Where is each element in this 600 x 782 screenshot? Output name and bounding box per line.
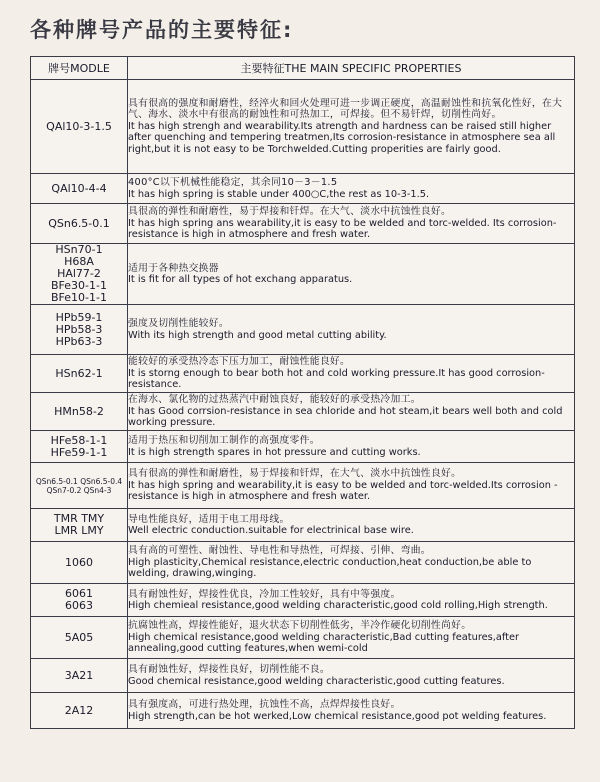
properties-cell bbox=[128, 659, 575, 693]
model-code: QAl10-4-4 bbox=[51, 181, 107, 195]
properties-cell bbox=[128, 463, 575, 509]
properties-cell bbox=[128, 584, 575, 617]
model-code: BFe30-1-1 bbox=[51, 279, 107, 292]
property-english: With its high strength and good metal cutting ability. bbox=[128, 329, 387, 341]
property-chinese: 具有高的可塑性、耐蚀性、导电性和导热性，可焊接、引伸、弯曲。 bbox=[128, 545, 431, 557]
property-english: It has high spring and wearability,it is easy to be welded and torc-welded.Its corrosion -resistance is high in atmosphere and fresh water. bbox=[128, 479, 558, 503]
property-chinese: 具有很高的弹性和耐磨性，易于焊接和钎焊，在大气、淡水中抗蚀性良好。 bbox=[128, 468, 462, 480]
model-code: BFe10-1-1 bbox=[51, 291, 107, 304]
property-english: Well electric conduction.suitable for electrinical base wire. bbox=[128, 525, 414, 536]
model-code: QAl10-3-1.5 bbox=[46, 119, 112, 133]
property-english: It has high spring is stable under 400○C,the rest as 10-3-1.5. bbox=[128, 188, 430, 200]
property-english: High chemical resistance,good welding characteristic,Bad cutting features,after annealing,good cutting features,when wemi-cold bbox=[128, 631, 520, 655]
properties-cell bbox=[128, 542, 575, 584]
table-row bbox=[31, 617, 575, 659]
model-code: QSn7-0.2 QSn4-3 bbox=[46, 485, 112, 495]
model-code: HPb58-3 bbox=[55, 322, 103, 336]
model-code: 6063 bbox=[65, 599, 93, 612]
model-code: HAl77-2 bbox=[57, 267, 101, 280]
property-chinese: 具有耐蚀性好，焊接性良好，切削性能不良。 bbox=[128, 664, 330, 675]
model-cell bbox=[31, 305, 128, 355]
model-cell bbox=[31, 509, 128, 542]
model-code: HPb59-1 bbox=[55, 310, 103, 324]
table-row bbox=[31, 244, 575, 305]
property-chinese: 400°C以下机械性能稳定，其余同10－3－1.5 bbox=[128, 177, 338, 188]
property-chinese: 强度及切削性能较好。 bbox=[128, 318, 229, 329]
header-properties: 主要特征THE MAIN SPECIFIC PROPERTIES bbox=[128, 57, 575, 80]
model-cell bbox=[31, 659, 128, 693]
property-chinese: 具有强度高，可进行热处理，抗蚀性不高，点焊焊接性良好。 bbox=[128, 699, 401, 710]
model-code: HMn58-2 bbox=[54, 404, 104, 418]
property-chinese: 适用于热压和切削加工制作的高强度零件。 bbox=[128, 435, 320, 446]
property-chinese: 导电性能良好，适用于电工用母线。 bbox=[128, 513, 290, 525]
model-code: H68A bbox=[64, 255, 94, 268]
table-row bbox=[31, 80, 575, 174]
model-code: 3A21 bbox=[64, 668, 94, 682]
properties-cell bbox=[128, 509, 575, 542]
table-row bbox=[31, 355, 575, 393]
model-cell bbox=[31, 80, 128, 174]
table-row bbox=[31, 393, 575, 431]
model-code: TMR TMY bbox=[53, 512, 105, 525]
table-row bbox=[31, 659, 575, 693]
properties-cell bbox=[128, 393, 575, 431]
table-row bbox=[31, 693, 575, 729]
table-row bbox=[31, 305, 575, 355]
property-chinese: 能较好的承受热冷态下压力加工，耐蚀性能良好。 bbox=[128, 356, 351, 368]
table-row bbox=[31, 463, 575, 509]
property-chinese: 具很高的弹性和耐磨性，易于焊接和钎焊。在大气、淡水中抗蚀性良好。 bbox=[128, 206, 452, 218]
table-row bbox=[31, 542, 575, 584]
model-cell bbox=[31, 174, 128, 204]
model-code: HSn62-1 bbox=[55, 366, 103, 380]
properties-cell bbox=[128, 431, 575, 463]
properties-cell bbox=[128, 204, 575, 244]
page-title: 各种牌号产品的主要特征: bbox=[30, 18, 294, 42]
property-chinese: 适用于各种热交换器 bbox=[128, 262, 219, 274]
property-chinese: 具有耐蚀性好，焊接性优良，冷加工性较好，具有中等强度。 bbox=[128, 588, 401, 600]
property-english: Good chemical resistance,good welding characteristic,good cutting features. bbox=[128, 675, 505, 687]
property-english: High strength,can be hot werked,Low chemical resistance,good pot welding features. bbox=[128, 710, 547, 722]
properties-cell bbox=[128, 693, 575, 729]
table-row bbox=[31, 204, 575, 244]
property-english: It has high strengh and wearability.Its atrength and hardness can be raised still higher after quenching and tempering treatmen,Its corrosion-resistance in atmosphere sea all right,but it is not easy to be Torchwelded.Cutting properities are fairly good. bbox=[128, 120, 556, 155]
model-code: QSn6.5-0.1 bbox=[48, 216, 110, 230]
table-header-row bbox=[31, 57, 575, 80]
model-code: 6061 bbox=[65, 587, 93, 600]
model-code: HPb63-3 bbox=[55, 334, 103, 348]
properties-cell bbox=[128, 244, 575, 305]
header-model: 牌号MODLE bbox=[31, 57, 128, 80]
model-cell bbox=[31, 584, 128, 617]
properties-cell bbox=[128, 355, 575, 393]
model-cell bbox=[31, 542, 128, 584]
properties-cell bbox=[128, 80, 575, 174]
model-code: HFe59-1-1 bbox=[50, 445, 108, 459]
model-code: 1060 bbox=[65, 555, 93, 569]
model-cell bbox=[31, 463, 128, 509]
property-chinese: 在海水、氯化物的过热蒸汽中耐蚀良好，能较好的承受热冷加工。 bbox=[128, 394, 421, 406]
model-cell bbox=[31, 617, 128, 659]
model-cell bbox=[31, 393, 128, 431]
property-english: It has high spring ans wearability,it is easy to be welded and torc-welded. Its corrosion-resistance is high in atmosphere and fresh water. bbox=[128, 217, 557, 241]
model-code: LMR LMY bbox=[54, 524, 104, 537]
properties-cell bbox=[128, 174, 575, 204]
properties-cell bbox=[128, 617, 575, 659]
property-english: It is storng enough to bear both hot and cold working pressure.It has good corrosion-resistance. bbox=[128, 367, 545, 391]
table-row bbox=[31, 584, 575, 617]
property-english: High plasticity,Chemical resistance,electric conduction,heat conduction,be able to welding, drawing,winging. bbox=[128, 556, 532, 580]
property-chinese: 抗腐蚀性高，焊接性能好，退火状态下切削性低劣，半冷作硬化切削性尚好。 bbox=[128, 620, 472, 632]
model-code: HFe58-1-1 bbox=[50, 433, 108, 447]
property-english: High chemieal resistance,good welding characteristic,good cold rolling,High strength. bbox=[128, 600, 548, 611]
table-row bbox=[31, 509, 575, 542]
model-cell bbox=[31, 244, 128, 305]
model-cell bbox=[31, 693, 128, 729]
model-cell bbox=[31, 431, 128, 463]
model-code: 2A12 bbox=[64, 703, 94, 717]
properties-cell bbox=[128, 305, 575, 355]
model-cell bbox=[31, 355, 128, 393]
model-code: 5A05 bbox=[64, 630, 94, 644]
property-english: It is high strength spares in hot pressure and cutting works. bbox=[128, 446, 421, 458]
table-row bbox=[31, 431, 575, 463]
property-english: It is fit for all types of hot exchang apparatus. bbox=[128, 274, 353, 285]
model-cell bbox=[31, 204, 128, 244]
property-english: It has Good corrsion-resistance in sea chloride and hot steam,it bears well both and cold working pressure. bbox=[128, 405, 563, 429]
property-chinese: 具有很高的强度和耐磨性，经淬火和回火处理可进一步调正硬度，高温耐蚀性和抗氧化性好，在大气、海水、淡水中有很高的耐蚀性和可热加工，可焊接。但不易钎焊，切削性尚好。 bbox=[128, 97, 563, 121]
properties-table bbox=[30, 56, 575, 729]
table-row bbox=[31, 174, 575, 204]
model-code: QSn6.5-0.1 QSn6.5-0.4 bbox=[35, 476, 123, 486]
model-code: HSn70-1 bbox=[55, 243, 103, 256]
